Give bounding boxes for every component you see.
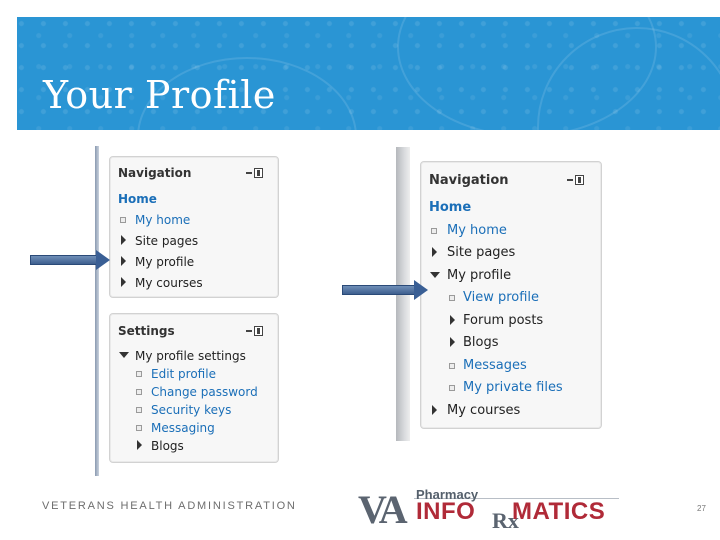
bullet-icon	[136, 389, 142, 395]
dock-block-icon[interactable]	[567, 175, 585, 185]
navigation-block: Navigation Home My home Site pages My profile My courses	[109, 156, 279, 298]
page-edge	[95, 146, 99, 476]
collapse-arrow-icon[interactable]	[119, 352, 129, 358]
bullet-icon	[136, 407, 142, 413]
pharmacy-informatics-logo: VA Pharmacy INFO Rx MATICS	[356, 486, 632, 532]
nav-home-link[interactable]: Home	[429, 200, 472, 215]
bullet-icon	[431, 228, 437, 234]
footer-organization: VETERANS HEALTH ADMINISTRATION	[42, 500, 297, 512]
expand-arrow-icon[interactable]	[121, 235, 126, 245]
navigation-block-title: Navigation	[118, 166, 192, 180]
page-number: 27	[697, 504, 706, 513]
bullet-icon	[449, 295, 455, 301]
expand-arrow-icon[interactable]	[450, 337, 455, 347]
title-banner	[17, 17, 720, 130]
nav-home-link[interactable]: Home	[118, 192, 157, 206]
settings-block: Settings My profile settings Edit profile Change password Security keys Messaging Blogs	[109, 313, 279, 463]
bullet-icon	[136, 425, 142, 431]
expand-arrow-icon[interactable]	[121, 277, 126, 287]
expand-arrow-icon[interactable]	[137, 440, 142, 450]
bullet-icon	[136, 371, 142, 377]
dock-block-icon[interactable]	[246, 168, 264, 178]
bullet-icon	[449, 363, 455, 369]
left-screenshot	[95, 146, 285, 476]
bullet-icon	[449, 385, 455, 391]
pointer-arrow	[342, 282, 428, 298]
expand-arrow-icon[interactable]	[450, 315, 455, 325]
bullet-icon	[120, 217, 126, 223]
settings-block-title: Settings	[118, 324, 175, 338]
navigation-block: Navigation Home My home Site pages My profile View profile Forum posts Blogs Messages My private files My courses	[420, 161, 602, 429]
collapse-arrow-icon[interactable]	[430, 272, 440, 278]
dock-block-icon[interactable]	[246, 326, 264, 336]
expand-arrow-icon[interactable]	[432, 247, 437, 257]
expand-arrow-icon[interactable]	[121, 256, 126, 266]
navigation-block-title: Navigation	[429, 173, 509, 188]
slide-title: Your Profile	[43, 73, 276, 117]
pointer-arrow	[30, 252, 110, 268]
expand-arrow-icon[interactable]	[432, 405, 437, 415]
